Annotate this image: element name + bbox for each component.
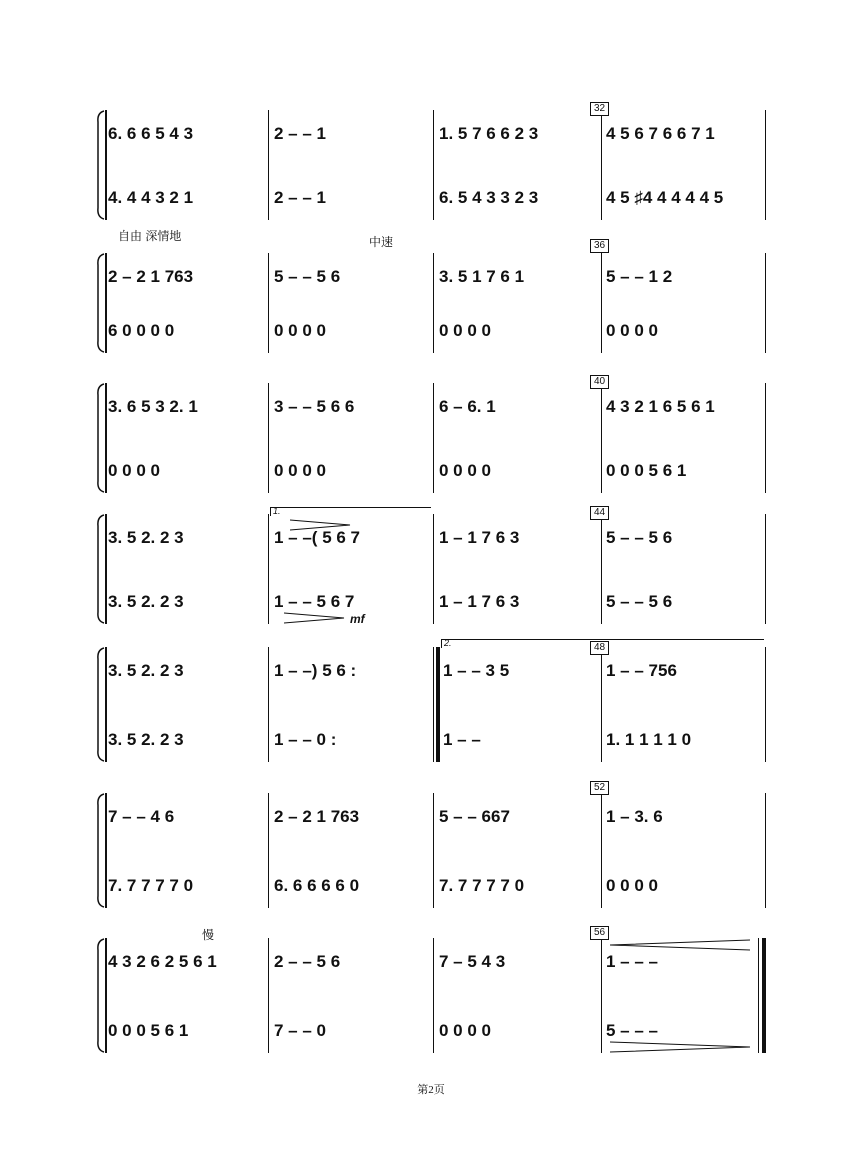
upper-voice: 3. 5 1 7 6 1: [439, 267, 525, 286]
measure: [606, 647, 764, 762]
lower-voice: 0 0 0 5 6 1: [606, 461, 687, 480]
system-line: [105, 647, 107, 762]
lower-voice: 0 0 0 0: [439, 1021, 491, 1040]
measure-number: 56: [590, 926, 609, 940]
page-number: 第2页: [417, 1084, 445, 1096]
lower-voice: 6. 5 4 3 3 2 3: [439, 188, 539, 207]
barline: [765, 793, 766, 908]
measure-number: 48: [590, 641, 609, 655]
decrescendo-hairpin: [284, 612, 346, 624]
upper-voice: 4 3 2 1 6 5 6 1: [606, 397, 715, 416]
measure: [439, 110, 597, 220]
lower-voice: 0 0 0 0: [606, 876, 658, 895]
lower-voice: 3. 5 2. 2 3: [108, 730, 184, 749]
upper-voice: 6. 6 6 5 4 3: [108, 124, 194, 143]
staff-system-6: [96, 782, 766, 908]
lower-voice: 1 – – 0 :: [274, 730, 337, 749]
upper-voice: 2 – – 1: [274, 124, 326, 143]
barline: [765, 383, 766, 493]
measure: [108, 514, 266, 624]
lower-voice: 0 0 0 0: [108, 461, 160, 480]
barline: [601, 793, 602, 908]
barline: [268, 938, 269, 1053]
lower-voice: 7. 7 7 7 7 0: [439, 876, 525, 895]
upper-voice: 5 – – 5 6: [606, 528, 673, 547]
measure: [108, 383, 266, 493]
measure-number: 52: [590, 781, 609, 795]
upper-voice: 1. 5 7 6 6 2 3: [439, 124, 539, 143]
decrescendo-hairpin: [610, 1040, 750, 1054]
lower-voice: 2 – – 1: [274, 188, 326, 207]
crescendo-hairpin: [610, 938, 750, 952]
barline: [765, 110, 766, 220]
measure: [274, 938, 430, 1053]
repeat-barline: [433, 647, 434, 762]
barline: [268, 514, 269, 624]
upper-voice: 4 3 2 6 2 5 6 1: [108, 952, 217, 971]
upper-voice: 5 – – 5 6: [274, 267, 341, 286]
lower-voice: 0 0 0 0: [439, 321, 491, 340]
barline: [765, 647, 766, 762]
upper-voice: 1 – – –: [606, 952, 658, 971]
staff-system-5: [96, 638, 766, 762]
lower-voice: 0 0 0 0: [274, 321, 326, 340]
upper-voice: 3. 6 5 3 2. 1: [108, 397, 198, 416]
decrescendo-hairpin: [290, 518, 352, 532]
upper-voice: 1 – – 3 5: [443, 661, 510, 680]
barline: [268, 793, 269, 908]
staff-system-2: [96, 229, 766, 353]
lower-voice: 1 – – 5 6 7: [274, 592, 355, 611]
measure: [274, 383, 430, 493]
upper-voice: 2 – 2 1 763: [274, 807, 360, 826]
upper-voice: 3 – – 5 6 6: [274, 397, 355, 416]
staff-system-1: [96, 103, 766, 220]
measure: [606, 514, 764, 624]
system-line: [105, 938, 107, 1053]
measure: [606, 793, 764, 908]
upper-voice: 6 – 6. 1: [439, 397, 496, 416]
measure: [606, 383, 764, 493]
upper-voice: 5 – – 1 2: [606, 267, 673, 286]
system-line: [105, 514, 107, 624]
lower-voice: 0 0 0 0: [606, 321, 658, 340]
lower-voice: 3. 5 2. 2 3: [108, 592, 184, 611]
measure: [439, 514, 597, 624]
tempo-marking: 自由 深情地: [118, 229, 182, 243]
tempo-marking: 慢: [202, 928, 215, 942]
upper-voice: 7 – 5 4 3: [439, 952, 506, 971]
barline: [433, 514, 434, 624]
upper-voice: 1 – –( 5 6 7: [274, 528, 361, 547]
measure: [108, 110, 266, 220]
measure: [274, 253, 430, 353]
upper-voice: 3. 5 2. 2 3: [108, 661, 184, 680]
barline: [268, 253, 269, 353]
volta-label: 2.: [444, 638, 452, 648]
staff-system-3: [96, 376, 766, 493]
barline: [601, 110, 602, 220]
lower-voice: 4 5 ♯4 4 4 4 4 5: [606, 188, 724, 207]
lower-voice: 6 0 0 0 0: [108, 321, 175, 340]
system-line: [105, 793, 107, 908]
final-barline-thick: [762, 938, 766, 1053]
barline: [268, 383, 269, 493]
lower-voice: 5 – – –: [606, 1021, 658, 1040]
upper-voice: 5 – – 667: [439, 807, 510, 826]
barline: [601, 253, 602, 353]
barline: [601, 938, 602, 1053]
system-line: [105, 253, 107, 353]
measure: [439, 383, 597, 493]
dynamic-marking: mf: [350, 612, 365, 626]
lower-voice: 5 – – 5 6: [606, 592, 673, 611]
barline: [601, 647, 602, 762]
barline: [765, 253, 766, 353]
lower-voice: 0 0 0 0: [274, 461, 326, 480]
measure: [108, 647, 266, 762]
upper-voice: 2 – – 5 6: [274, 952, 341, 971]
staff-system-7: [96, 927, 766, 1053]
lower-voice: 1. 1 1 1 1 0: [606, 730, 692, 749]
upper-voice: 3. 5 2. 2 3: [108, 528, 184, 547]
barline: [268, 110, 269, 220]
barline: [433, 253, 434, 353]
lower-voice: 0 0 0 5 6 1: [108, 1021, 189, 1040]
system-line: [105, 110, 107, 220]
lower-voice: 1 – –: [443, 730, 481, 749]
barline: [601, 383, 602, 493]
upper-voice: 4 5 6 7 6 6 7 1: [606, 124, 715, 143]
measure: [108, 938, 266, 1053]
measure: [439, 938, 597, 1053]
measure: [439, 253, 597, 353]
lower-voice: 4. 4 4 3 2 1: [108, 188, 194, 207]
measure: [606, 938, 756, 1053]
upper-voice: 1 – 1 7 6 3: [439, 528, 520, 547]
upper-voice: 1 – –) 5 6 :: [274, 661, 357, 680]
repeat-barline-thick: [436, 647, 440, 762]
volta-label: 1.: [273, 506, 281, 516]
barline: [433, 110, 434, 220]
lower-voice: 7. 7 7 7 7 0: [108, 876, 194, 895]
measure: [606, 253, 764, 353]
lower-voice: 7 – – 0: [274, 1021, 326, 1040]
upper-voice: 7 – – 4 6: [108, 807, 175, 826]
barline: [268, 647, 269, 762]
lower-voice: 6. 6 6 6 6 0: [274, 876, 360, 895]
measure: [274, 110, 430, 220]
upper-voice: 2 – 2 1 763: [108, 267, 194, 286]
upper-voice: 1 – – 756: [606, 661, 677, 680]
lower-voice: 0 0 0 0: [439, 461, 491, 480]
system-line: [105, 383, 107, 493]
barline: [433, 938, 434, 1053]
staff-system-4: [96, 506, 766, 626]
measure: [439, 793, 597, 908]
measure: [274, 793, 430, 908]
measure: [274, 514, 430, 624]
tempo-marking: 中速: [369, 235, 394, 249]
measure: [274, 647, 430, 762]
barline: [601, 514, 602, 624]
measure: [443, 647, 597, 762]
lower-voice: 1 – 1 7 6 3: [439, 592, 520, 611]
final-barline-thin: [758, 938, 759, 1053]
measure-number: 36: [590, 239, 609, 253]
upper-voice: 1 – 3. 6: [606, 807, 663, 826]
measure-number: 44: [590, 506, 609, 520]
measure-number: 40: [590, 375, 609, 389]
measure-number: 32: [590, 102, 609, 116]
measure: [606, 110, 764, 220]
measure: [108, 793, 266, 908]
barline: [765, 514, 766, 624]
measure: [108, 253, 266, 353]
barline: [433, 793, 434, 908]
barline: [433, 383, 434, 493]
